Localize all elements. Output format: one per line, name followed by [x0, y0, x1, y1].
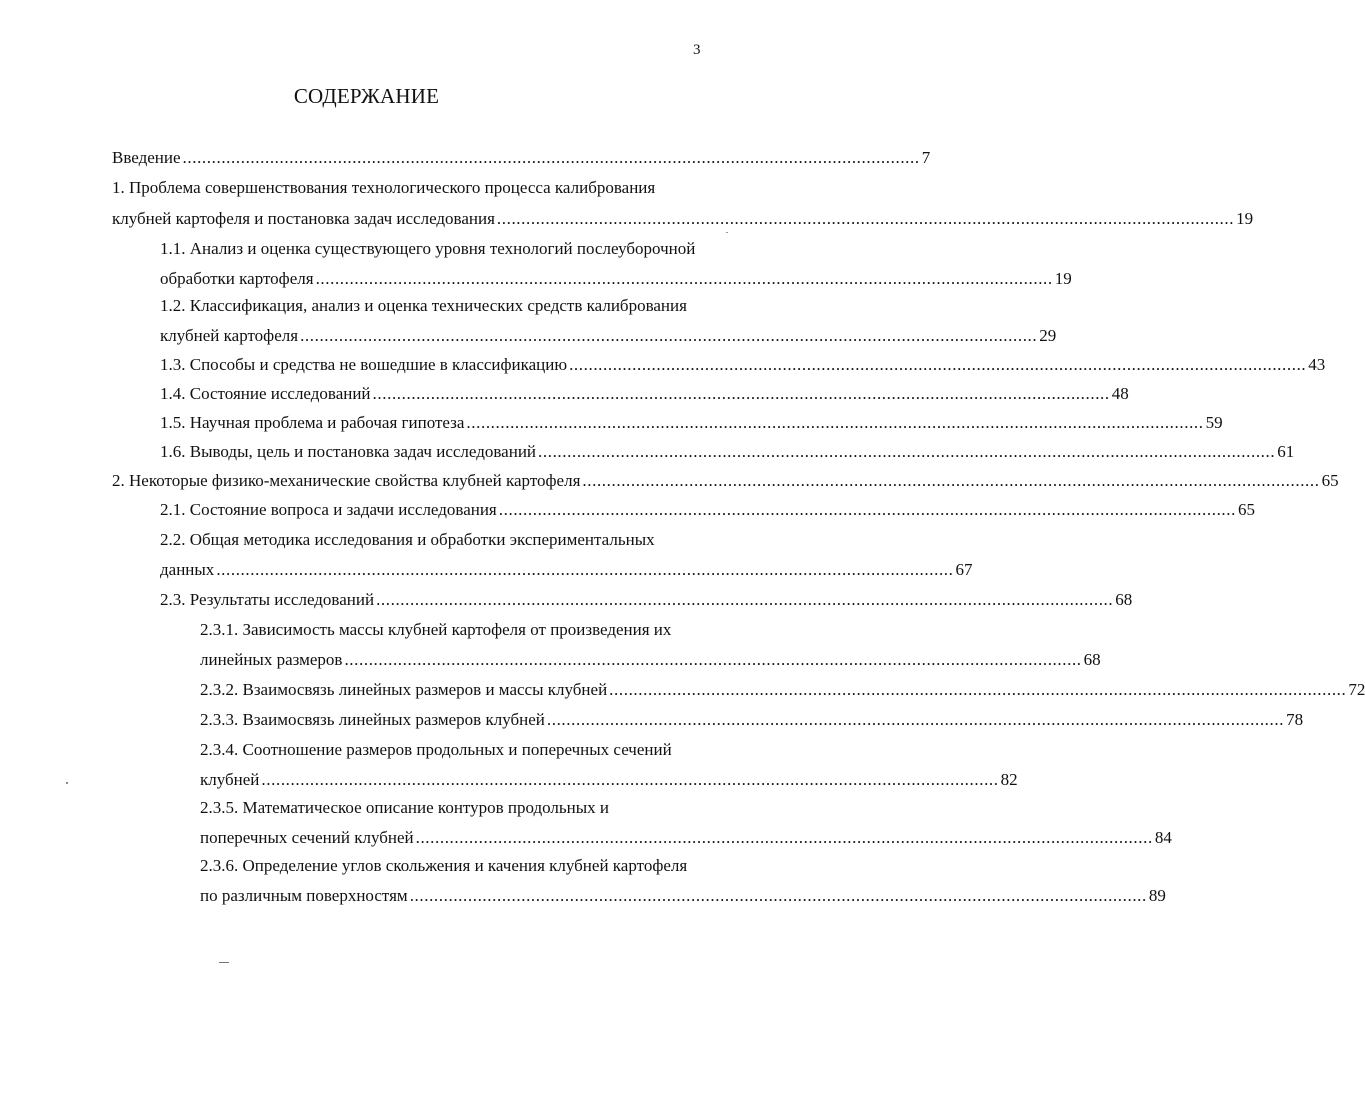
toc-entry-line: 1.1. Анализ и оценка существующего уровня технологий послеуборочной [160, 239, 696, 258]
toc-entry-page: 61 [1277, 442, 1295, 461]
page-number: 3 [693, 42, 701, 58]
toc-entry-page: 82 [1000, 770, 1018, 789]
toc-entry-page: 84 [1154, 828, 1172, 847]
toc-entry-line: 1.2. Классификация, анализ и оценка технических средств калибрования [160, 296, 687, 315]
toc-entry: 2.1. Состояние вопроса и задачи исследования ........................................................................................................................................................ 65 [160, 493, 708, 527]
toc-entry-line: 2.3.6. Определение углов скольжения и качения клубней картофеля [200, 856, 688, 875]
toc-entry-text: Введение [112, 148, 181, 167]
toc-entry-page: 67 [955, 560, 973, 579]
toc-entry: поперечных сечений клубней ........................................................................................................................................................ 84 [200, 821, 705, 855]
toc-entry: обработки картофеля ........................................................................................................................................................ 19 [160, 262, 708, 296]
toc-entry: клубней картофеля и постановка задач исследования ........................................................................................................................................................ 19 [112, 202, 708, 236]
toc-entry: клубней ........................................................................................................................................................ 82 [200, 763, 705, 797]
toc-entry: Введение ........................................................................................................................................................ 7 [112, 141, 698, 175]
toc-entry-page: 68 [1115, 590, 1133, 609]
toc-entry-page: 65 [1237, 500, 1255, 519]
toc-entry: 2.3. Результаты исследований ........................................................................................................................................................ 68 [160, 583, 708, 617]
toc-entry-text: поперечных сечений клубней [200, 828, 414, 847]
toc-entry-text: клубней [200, 770, 260, 789]
toc-entry: данных ........................................................................................................................................................ 67 [160, 553, 708, 587]
toc-entry-page: 43 [1308, 355, 1326, 374]
toc-entry-page: 29 [1039, 326, 1057, 345]
toc-entry-text: 2.1. Состояние вопроса и задачи исследования [160, 500, 497, 519]
toc-entry-text: 2.3. Результаты исследований [160, 590, 375, 609]
toc-entry-line: 1. Проблема совершенствования технологического процесса калибрования [112, 178, 656, 197]
scan-speck [726, 232, 728, 233]
toc-entry: клубней картофеля ........................................................................................................................................................ 29 [160, 319, 708, 353]
toc-entry-text: 2.3.3. Взаимосвязь линейных размеров клубней [200, 710, 545, 729]
toc-entry-page: 68 [1083, 650, 1101, 669]
toc-entry-page: 89 [1148, 886, 1166, 905]
toc-entry-text: 1.5. Научная проблема и рабочая гипотеза [160, 413, 465, 432]
toc-entry-text: 1.3. Способы и средства не вошедшие в классификацию [160, 355, 568, 374]
toc-entry-page: 65 [1321, 471, 1339, 490]
toc-entry-text: по различным поверхностям [200, 886, 408, 905]
toc-entry-line: 2.2. Общая методика исследования и обработки экспериментальных [160, 530, 655, 549]
toc-entry-page: 48 [1111, 384, 1129, 403]
toc-entry-text: клубней картофеля и постановка задач исследования [112, 209, 495, 228]
page-title: СОДЕРЖАНИЕ [293, 84, 440, 108]
toc-entry-page: 19 [1236, 209, 1254, 228]
toc-entry: по различным поверхностям ........................................................................................................................................................ 89 [200, 879, 698, 913]
toc-entry: 1.6. Выводы, цель и постановка задач исследований ........................................................................................................................................................ 61 [160, 435, 708, 469]
scan-speck [66, 782, 68, 784]
toc-entry-text: линейных размеров [200, 650, 343, 669]
toc-entry-text: клубней картофеля [160, 326, 299, 345]
toc-entry: 1.4. Состояние исследований ........................................................................................................................................................ 48 [160, 377, 708, 411]
toc-entry: линейных размеров ........................................................................................................................................................ 68 [200, 643, 701, 677]
scan-speck [219, 962, 229, 963]
toc-entry: 2. Некоторые физико-механические свойства клубней картофеля ........................................................................................................................................................ 65 [112, 464, 707, 498]
toc-entry-page: 72 [1348, 680, 1365, 699]
toc-entry-line: 2.3.5. Математическое описание контуров продольных и [200, 798, 610, 817]
toc-entry: 1.5. Научная проблема и рабочая гипотеза ........................................................................................................................................................ 59 [160, 406, 708, 440]
toc-entry-page: 78 [1286, 710, 1304, 729]
toc-entry-text: 2.3.2. Взаимосвязь линейных размеров и массы клубней [200, 680, 608, 699]
toc-entry: 1.3. Способы и средства не вошедшие в классификацию ........................................................................................................................................................ 43 [160, 348, 708, 382]
toc-entry-page: 59 [1205, 413, 1223, 432]
toc-entry: 2.3.3. Взаимосвязь линейных размеров клубней ........................................................................................................................................................ 78 [200, 703, 707, 737]
toc-entry-text: 1.4. Состояние исследований [160, 384, 371, 403]
toc-entry-line: 2.3.4. Соотношение размеров продольных и поперечных сечений [200, 740, 672, 759]
toc-entry-text: 1.6. Выводы, цель и постановка задач исследований [160, 442, 537, 461]
toc-entry-page: 19 [1054, 269, 1072, 288]
toc-entry-line: 2.3.1. Зависимость массы клубней картофеля от произведения их [200, 620, 672, 639]
toc-entry-text: 2. Некоторые физико-механические свойства клубней картофеля [112, 471, 581, 490]
toc-entry-page: 7 [921, 148, 931, 167]
toc-entry-text: данных [160, 560, 215, 579]
toc-entry-text: обработки картофеля [160, 269, 314, 288]
toc-entry: 2.3.2. Взаимосвязь линейных размеров и массы клубней ........................................................................................................................................................ 72 [200, 673, 705, 707]
